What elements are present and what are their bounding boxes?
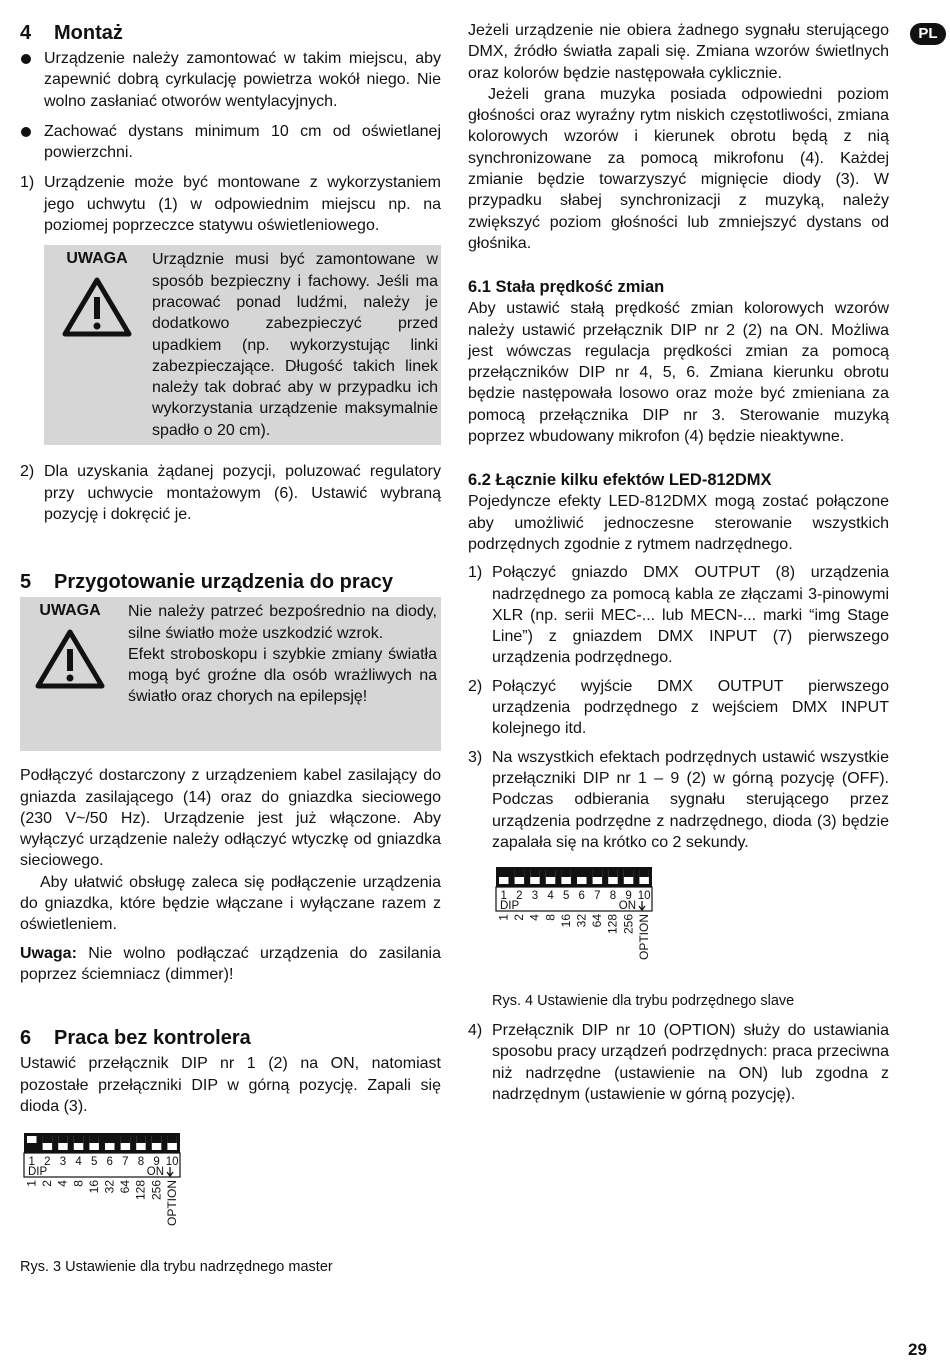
paragraph: Jeżeli grana muzyka posiada odpowiedni poziom głośności oraz wyraźny rytm niskich częstotliwości, zmiana kolorowych wzorów i kierunek obrotu będą z nią synchronizowane za pomocą mikrofonu (4). Każdej zmianie będzie towarzyszyć mignięcie diody (3). W przypadku słabej synchronizacji z muzyką, należy zwiększyć poziom głośności lub zmniejszyć dystans od głośnika. xyxy=(468,85,889,252)
dip-value-label: 64 xyxy=(118,1180,133,1194)
dip-knob-off xyxy=(608,870,618,877)
right-column xyxy=(468,20,889,1105)
dip-knob-off xyxy=(639,870,649,877)
dip-knob-off xyxy=(499,870,509,877)
section-6-1-heading: 6.1 Stała prędkość zmian xyxy=(468,278,665,297)
language-badge: PL xyxy=(910,23,946,45)
dip-value-label: 2 xyxy=(512,914,527,921)
dip-value-label: 64 xyxy=(590,914,605,928)
dip-number-label: 5 xyxy=(562,890,570,903)
dip-knob-off xyxy=(89,1136,99,1143)
dip-number-label: 4 xyxy=(75,1156,82,1169)
dip-value-label: 16 xyxy=(558,914,573,928)
bullet-icon xyxy=(21,127,31,137)
dip-value-label: OPTION xyxy=(636,914,651,961)
dip-value-label: 1 xyxy=(496,914,511,921)
section-6-heading: 6 Praca bez kontrolera xyxy=(20,1027,251,1050)
dip-number-label: 2 xyxy=(516,890,523,903)
dip-number-label: 6 xyxy=(106,1156,113,1169)
dip-value-label: 4 xyxy=(55,1180,70,1187)
bullet-item: Urządzenie należy zamontować w takim miejscu, aby zapewnić dobrą cyrkulację powietrza wokół niego. Nie wolno zasłaniać otworów wentylacyjnych. xyxy=(20,48,441,112)
numbered-item: 2) Połączyć wyjście DMX OUTPUT pierwszego urządzenia podrzędnego z wejściem DMX INPUT kolejnego itd. xyxy=(468,677,889,738)
dip-value-label: 128 xyxy=(605,914,620,935)
dip-value-label: 8 xyxy=(71,1180,86,1187)
paragraph: Podłączyć dostarczony z urządzeniem kabel zasilający do gniazda zasilającego (14) oraz do gniazdka sieciowego (230 V~/50 Hz). Urządzenie jest już włączone. Aby wyłączyć urządzenie należy odłączyć wtyczkę od gniazdka sieciowego. xyxy=(20,767,441,870)
bullet-item: Zachować dystans minimum 10 cm od oświetlanej powierzchni. xyxy=(20,121,441,164)
dip-value-label: 1 xyxy=(24,1180,39,1187)
dip-switch-figure-3 xyxy=(20,1131,441,1254)
dip-switch-figure-4 xyxy=(492,865,889,988)
section-6-2-heading: 6.2 Łącznie kilku efektów LED-812DMX xyxy=(468,471,772,490)
warning-box xyxy=(20,597,441,751)
dip-number-label: 7 xyxy=(594,890,601,903)
dip-knob-off xyxy=(624,870,634,877)
dip-label: DIP xyxy=(28,1166,48,1179)
left-column xyxy=(20,20,441,1276)
figure-caption: Rys. 3 Ustawienie dla trybu nadrzędnego master xyxy=(20,1259,333,1276)
dip-knob-off xyxy=(577,870,587,877)
warning-box xyxy=(44,245,441,445)
dip-knob-off xyxy=(593,870,603,877)
note-paragraph: Uwaga: Nie wolno podłączać urządzenia do zasilania poprzez ściemniacz (dimmer)! xyxy=(20,944,441,983)
numbered-item: 3) Na wszystkich efektach podrzędnych ustawić wszystkie przełączniki DIP nr 1 – 9 (2) w górną pozycję (OFF). Podczas odbierania sygnału sterującego przez urządzenia podrzędne z nadrzędnego, dioda (3) będzie zapalała się na krótko co 2 sekundy. xyxy=(468,748,889,851)
section-4-heading: 4 Montaż xyxy=(20,22,123,44)
dip-knob-off xyxy=(530,870,540,877)
dip-knob-off xyxy=(152,1136,162,1143)
dip-value-label: 4 xyxy=(527,914,542,921)
paragraph: Jeżeli urządzenie nie obiera żadnego sygnału sterującego DMX, źródło światła zapali się. Zmiana wzorów świetlnych oraz kolorów będzie następowała cyklicznie. xyxy=(468,22,889,82)
dip-number-label: 8 xyxy=(137,1156,145,1169)
dip-knob-off xyxy=(515,870,525,877)
dip-number-label: 9 xyxy=(625,890,632,903)
dip-switch-diagram xyxy=(20,1131,190,1249)
dip-value-label: 2 xyxy=(40,1180,55,1187)
section-5-heading: 5 Przygotowanie urządzenia do pracy xyxy=(20,571,393,594)
dip-number-label: 2 xyxy=(44,1156,51,1169)
dip-knob-off xyxy=(105,1136,115,1143)
figure-caption: Rys. 4 Ustawienie dla trybu podrzędnego slave xyxy=(492,993,795,1010)
dip-value-label: 8 xyxy=(543,914,558,921)
dip-knob-on xyxy=(27,1143,37,1150)
dip-number-label: 3 xyxy=(531,890,539,903)
bullet-icon xyxy=(21,54,31,64)
dip-knob-off xyxy=(58,1136,67,1143)
paragraph: Ustawić przełącznik DIP nr 1 (2) na ON, natomiast pozostałe przełączniki DIP w górną pozycję. Zapali się dioda (3). xyxy=(20,1055,441,1115)
dip-value-label: OPTION xyxy=(164,1180,179,1227)
dip-number-label: 8 xyxy=(609,890,617,903)
dip-number-label: 5 xyxy=(90,1156,98,1169)
dip-number-label: 3 xyxy=(59,1156,67,1169)
numbered-item: 2) Dla uzyskania żądanej pozycji, poluzować regulatory przy uchwycie montażowym (6). Ustawić wybraną pozycję i dokręcić je. xyxy=(20,463,441,523)
numbered-item: 4) Przełącznik DIP nr 10 (OPTION) służy do ustawiania sposobu pracy urządzeń podrzędnych: praca przeciwna niż nadrzędne (ustawienie na ON) lub zgodna z nadrzędnym (ustawienie w górną pozycję). xyxy=(468,1022,889,1103)
dip-number-label: 10 xyxy=(165,1156,179,1169)
numbered-item: 1) Urządzenie może być montowane z wykorzystaniem jego uchwytu (1) w odpowiednim miejscu np. na poziomej poprzeczce statywu oświetleniowego. xyxy=(20,174,441,235)
on-label: ON xyxy=(618,900,636,913)
warning-triangle-icon xyxy=(62,277,132,337)
dip-value-label: 32 xyxy=(102,1180,117,1194)
dip-number-label: 10 xyxy=(637,890,651,903)
dip-value-label: 128 xyxy=(133,1180,148,1201)
dip-knob-off xyxy=(121,1136,131,1143)
dip-knob-off xyxy=(74,1136,84,1143)
dip-knob-off xyxy=(546,870,556,877)
dip-value-label: 256 xyxy=(621,914,636,935)
dip-number-label: 4 xyxy=(547,890,554,903)
on-label: ON xyxy=(146,1166,164,1179)
warning-label: UWAGA xyxy=(39,602,101,620)
dip-number-label: 1 xyxy=(28,1156,35,1169)
dip-knob-off xyxy=(136,1136,146,1143)
dip-knob-off xyxy=(561,870,571,877)
warning-label: UWAGA xyxy=(66,250,128,268)
dip-value-label: 16 xyxy=(86,1180,101,1194)
dip-knob-off xyxy=(167,1136,177,1143)
dip-number-label: 6 xyxy=(578,890,585,903)
warning-text: Urządznie musi być zamontowane w sposób bezpieczny i fachowy. Jeśli ma pracować ponad ludźmi, należy je dodatkowo zabezpieczyć przed upadkiem (np. wykorzystując linki zabezpieczające. Długość takich linek należy tak dobrać aby w przypadku ich wykorzystania urządzenie maksymalnie spadło o 20 cm). xyxy=(152,251,438,439)
dip-switch-diagram xyxy=(492,865,662,983)
page-number: 29 xyxy=(908,1340,927,1359)
warning-triangle-icon xyxy=(35,629,105,689)
warning-text: Nie należy patrzeć bezpośrednio na diody, silne światło może uszkodzić wzrok. Efekt stroboskopu i szybkie zmiany światła mogą być groźne dla osób wrażliwych na światło oraz chorych na epilepsję! xyxy=(128,603,437,706)
dip-knob-off xyxy=(43,1136,53,1143)
numbered-item: 1) Połączyć gniazdo DMX OUTPUT (8) urządzenia nadrzędnego za pomocą kabla ze złączami 3-pinowymi XLR (np. serii MEC-... lub MECN-... marki “img Stage Line”) z gniazdem DMX INPUT (7) pierwszego urządzenia podrzędnego. xyxy=(468,564,889,667)
dip-value-label: 32 xyxy=(574,914,589,928)
paragraph: Aby ułatwić obsługę zaleca się podłączenie urządzenia do gniazdka, które będzie włączane i wyłączane razem z oświetleniem. xyxy=(20,873,441,934)
dip-label: DIP xyxy=(500,900,520,913)
paragraph: Aby ustawić stałą prędkość zmian kolorowych wzorów należy ustawić przełącznik DIP nr 2 (2) na ON. Możliwa jest wówczas regulacja prędkości zmian za pomocą przełączników DIP nr 4, 5, 6. Zmiana kierunku obrotu będzie następowała losowo oraz może być zmieniana za pomocą przełącznika DIP nr 3. Sterowanie muzyką poprzez wbudowany mikrofon (4) będzie nieaktywne. xyxy=(468,300,889,446)
paragraph: Pojedyncze efekty LED-812DMX mogą zostać połączone aby umożliwić jednoczesne sterowanie wszystkich podrzędnych zgodnie z rytmem nadrzędnego. xyxy=(468,493,889,553)
dip-number-label: 7 xyxy=(122,1156,129,1169)
dip-value-label: 256 xyxy=(149,1180,164,1201)
dip-number-label: 1 xyxy=(500,890,507,903)
dip-number-label: 9 xyxy=(153,1156,160,1169)
